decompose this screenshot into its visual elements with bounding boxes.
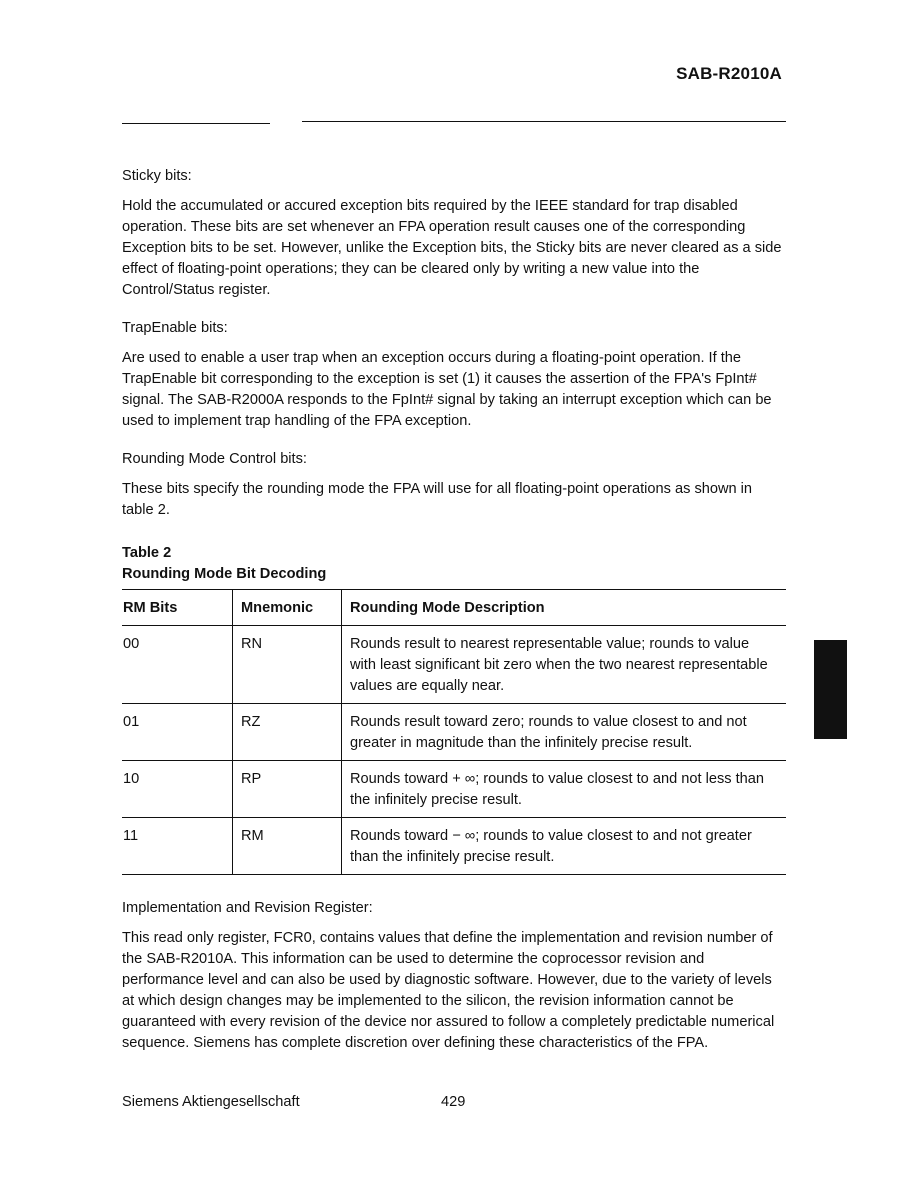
rm-bits-cell: 10	[122, 761, 233, 818]
table-row	[122, 818, 786, 875]
rounding-mode-table	[122, 589, 786, 875]
page-number: 429	[441, 1094, 466, 1110]
mnemonic-cell: RN	[233, 626, 342, 704]
column-header-description: Rounding Mode Description	[342, 590, 787, 626]
mnemonic-cell: RP	[233, 761, 342, 818]
table-row	[122, 704, 786, 761]
description-cell: Rounds result to nearest representable value; rounds to value with least significant bit zero when the two nearest representable values are equally near.	[342, 626, 787, 704]
rounding-mode-paragraph: These bits specify the rounding mode the FPA will use for all floating-point operations as shown in table 2.	[122, 481, 753, 518]
table-header-row	[122, 590, 786, 626]
rm-bits-cell: 01	[122, 704, 233, 761]
description-cell: Rounds result toward zero; rounds to value closest to and not greater in magnitude than the infinitely precise result.	[342, 704, 787, 761]
trapenable-bits-heading: TrapEnable bits:	[122, 320, 228, 336]
sticky-bits-paragraph: Hold the accumulated or accured exception bits required by the IEEE standard for trap disabled operation. These bits are set whenever an FPA operation result causes one of the corresponding Exception bits to be set. However, unlike the Exception bits, the Sticky bits are never cleared as a side effect of floating-point operations; they can be cleared only by writing a new value into the Control/Status register.	[122, 198, 782, 298]
description-cell: Rounds toward + ∞; rounds to value closest to and not less than the infinitely precise result.	[342, 761, 787, 818]
page-body	[122, 166, 786, 1071]
table-row	[122, 761, 786, 818]
trapenable-bits-paragraph: Are used to enable a user trap when an exception occurs during a floating-point operation. If the TrapEnable bit corresponding to the exception is set (1) it causes the assertion of the FPA's FpInt# signal. The SAB-R2000A responds to the FpInt# signal by taking an interrupt exception which can be used to implement trap handling of the FPA exception.	[122, 350, 772, 429]
column-header-rm-bits: RM Bits	[122, 590, 233, 626]
implementation-register-heading: Implementation and Revision Register:	[122, 900, 373, 916]
rm-bits-cell: 00	[122, 626, 233, 704]
rounding-mode-heading: Rounding Mode Control bits:	[122, 451, 307, 467]
column-header-mnemonic: Mnemonic	[233, 590, 342, 626]
header-rule-right	[302, 121, 786, 122]
implementation-register-paragraph: This read only register, FCR0, contains values that define the implementation and revision number of the SAB-R2010A. This information can be used to determine the coprocessor revision and performance level and can also be used by diagnostic software. However, due to the variety of levels at which design changes may be implemented to the silicon, the revision information cannot be guaranteed with every revision of the device nor assured to follow a completely predictable numerical sequence. Siemens has complete discretion over defining these characteristics of the FPA.	[122, 930, 775, 1051]
table-row	[122, 626, 786, 704]
sticky-bits-heading: Sticky bits:	[122, 168, 192, 184]
mnemonic-cell: RZ	[233, 704, 342, 761]
description-cell: Rounds toward − ∞; rounds to value closest to and not greater than the infinitely precise result.	[342, 818, 787, 875]
section-thumb-tab	[814, 640, 847, 739]
table-subcaption: Rounding Mode Bit Decoding	[122, 566, 327, 582]
mnemonic-cell: RM	[233, 818, 342, 875]
footer-company: Siemens Aktiengesellschaft	[122, 1094, 300, 1110]
document-title: SAB-R2010A	[676, 64, 782, 83]
table-caption: Table 2	[122, 545, 172, 561]
header-rule-left	[122, 123, 270, 124]
rm-bits-cell: 11	[122, 818, 233, 875]
